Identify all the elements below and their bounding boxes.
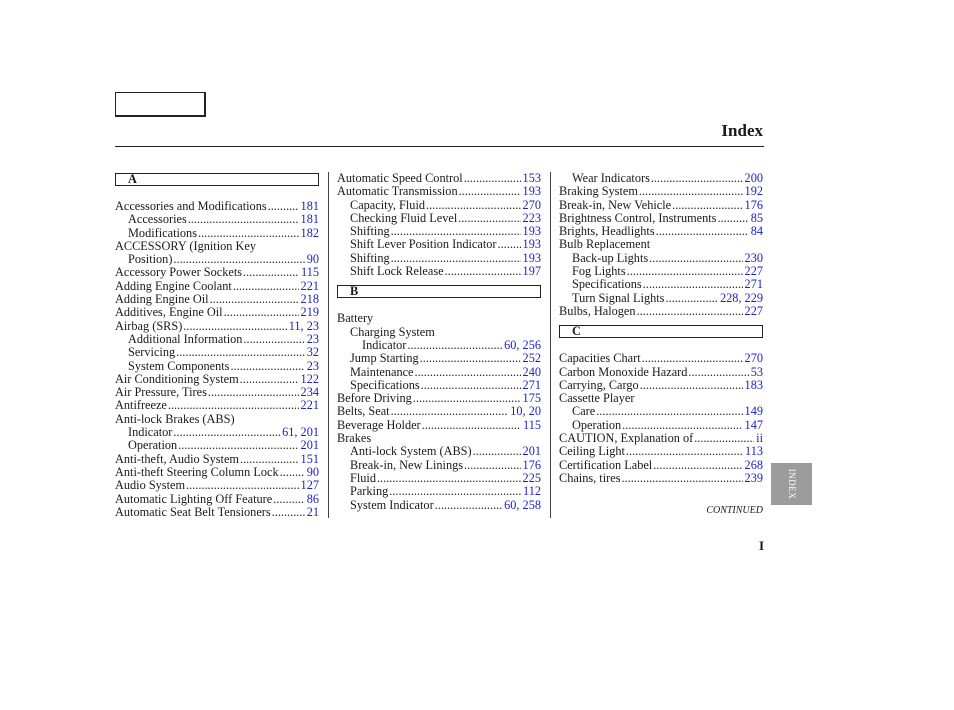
- leader-dots: [280, 466, 305, 479]
- index-entry: [337, 326, 541, 339]
- entry-label: Battery: [337, 311, 374, 326]
- entry-label: Back-up Lights: [572, 250, 649, 265]
- index-column-2: [337, 172, 541, 512]
- page-reference-link[interactable]: 228, 229: [719, 290, 763, 305]
- index-entry: [115, 213, 319, 226]
- page-reference-link[interactable]: 201: [300, 438, 319, 453]
- entry-label: Checking Fluid Level: [350, 210, 458, 225]
- page-reference-link[interactable]: 151: [300, 451, 319, 466]
- index-entry: [337, 392, 541, 405]
- leader-dots: [637, 305, 743, 318]
- leader-dots: [377, 472, 521, 485]
- page-reference-link[interactable]: 147: [744, 417, 763, 432]
- leader-dots: [445, 265, 521, 278]
- leader-dots: [435, 499, 502, 512]
- page-reference-link[interactable]: 21: [306, 504, 319, 519]
- entry-label: Bulb Replacement: [559, 237, 651, 252]
- page-reference-link[interactable]: 218: [300, 292, 319, 307]
- leader-dots: [651, 172, 743, 185]
- entry-label: Airbag (SRS): [115, 318, 183, 333]
- leader-dots: [168, 399, 299, 412]
- index-entry: [115, 493, 319, 506]
- leader-dots: [173, 426, 280, 439]
- page-reference-link[interactable]: 271: [522, 377, 541, 392]
- index-entry: [559, 225, 763, 238]
- entry-label: Carbon Monoxide Hazard: [559, 364, 688, 379]
- entry-label: Charging System: [350, 324, 435, 339]
- leader-dots: [649, 252, 742, 265]
- entry-label: Shifting: [350, 224, 390, 239]
- page-reference-link[interactable]: 193: [522, 224, 541, 239]
- column-divider: [328, 172, 329, 518]
- entry-label: Operation: [128, 438, 178, 453]
- entry-label: Audio System: [115, 478, 186, 493]
- entry-label: Belts, Seat: [337, 404, 390, 419]
- leader-dots: [627, 265, 743, 278]
- leader-dots: [230, 360, 304, 373]
- entry-label: Shift Lever Position Indicator: [350, 237, 497, 252]
- index-entry: [337, 472, 541, 485]
- page-reference-link[interactable]: 113: [745, 444, 763, 459]
- page-reference-link[interactable]: 115: [523, 417, 541, 432]
- index-entry: [559, 432, 763, 445]
- leader-dots: [622, 419, 742, 432]
- page-reference-link[interactable]: 197: [522, 264, 541, 279]
- leader-dots: [639, 185, 743, 198]
- entry-label: Capacity, Fluid: [350, 197, 426, 212]
- index-entry: [337, 185, 541, 198]
- index-entry: [337, 419, 541, 432]
- page-reference-link[interactable]: 84: [750, 224, 763, 239]
- page-reference-link[interactable]: 23: [306, 331, 319, 346]
- page-reference-link[interactable]: 122: [300, 371, 319, 386]
- leader-dots: [640, 379, 743, 392]
- index-entry: [115, 306, 319, 319]
- section-header: B: [337, 285, 541, 298]
- page-reference-link[interactable]: 53: [750, 364, 763, 379]
- leader-dots: [498, 238, 521, 251]
- index-entry: [559, 199, 763, 212]
- page-reference-link[interactable]: 112: [523, 484, 541, 499]
- index-entry: [559, 292, 763, 305]
- entry-label: Cassette Player: [559, 391, 635, 406]
- index-entry: [559, 352, 763, 365]
- index-entry: [115, 453, 319, 466]
- index-entry: [337, 199, 541, 212]
- entry-label: Maintenance: [350, 364, 414, 379]
- index-entry: [559, 305, 763, 318]
- entry-label: Adding Engine Oil: [115, 292, 209, 307]
- index-entry: [559, 459, 763, 472]
- leader-dots: [389, 485, 521, 498]
- leader-dots: [272, 506, 305, 519]
- section-header: C: [559, 325, 763, 338]
- page-reference-link[interactable]: 23: [306, 358, 319, 373]
- page-reference-link[interactable]: 230: [744, 250, 763, 265]
- leader-dots: [391, 405, 509, 418]
- entry-label: Accessories and Modifications: [115, 199, 267, 213]
- leader-dots: [391, 225, 521, 238]
- index-side-tab[interactable]: [771, 463, 812, 505]
- leader-dots: [672, 199, 742, 212]
- leader-dots: [415, 366, 521, 379]
- entry-label: Before Driving: [337, 391, 412, 406]
- page-reference-link[interactable]: 271: [744, 277, 763, 292]
- index-entry: [559, 238, 763, 251]
- index-entry: [115, 293, 319, 306]
- leader-dots: [665, 292, 717, 305]
- page-reference-link[interactable]: 176: [744, 197, 763, 212]
- title-rule: [115, 146, 764, 147]
- entry-label: Shifting: [350, 250, 390, 265]
- entry-label: Ceiling Light: [559, 444, 625, 459]
- page-reference-link[interactable]: 90: [306, 252, 319, 267]
- entry-label: ACCESSORY (Ignition Key: [115, 238, 256, 253]
- page-title: Index: [721, 121, 763, 140]
- index-entry: [337, 265, 541, 278]
- leader-dots: [176, 346, 305, 359]
- page-reference-link[interactable]: 32: [306, 345, 319, 360]
- leader-dots: [717, 212, 748, 225]
- index-entry: [337, 252, 541, 265]
- index-entry: [115, 200, 319, 213]
- page-reference-link[interactable]: 86: [306, 491, 319, 506]
- entry-label: Air Pressure, Tires: [115, 385, 207, 400]
- index-entry: [559, 472, 763, 485]
- entry-label: Adding Engine Coolant: [115, 278, 232, 293]
- entry-label: System Components: [128, 358, 230, 373]
- entry-label: Modifications: [128, 225, 197, 240]
- index-entry: [115, 399, 319, 412]
- leader-dots: [626, 445, 743, 458]
- index-entry: [115, 439, 319, 452]
- page-reference-link[interactable]: 149: [744, 404, 763, 419]
- entry-label: Additional Information: [128, 331, 243, 346]
- index-entry: [337, 339, 541, 352]
- index-entry: [337, 312, 541, 325]
- entry-label: Brights, Headlights: [559, 224, 655, 239]
- leader-dots: [233, 280, 299, 293]
- index-entry: [559, 252, 763, 265]
- entry-label: System Indicator: [350, 497, 434, 512]
- leader-dots: [464, 459, 521, 472]
- page-reference-link[interactable]: 201: [522, 444, 541, 459]
- entry-label: Indicator: [128, 425, 173, 440]
- leader-dots: [240, 453, 299, 466]
- page-reference-link[interactable]: 60, 256: [504, 337, 541, 352]
- column-divider: [550, 172, 551, 518]
- entry-label: Specifications: [572, 277, 642, 292]
- entry-label: Antifreeze: [115, 398, 167, 413]
- index-entry: [115, 466, 319, 479]
- index-entry: [559, 212, 763, 225]
- leader-dots: [420, 352, 521, 365]
- page-number: I: [759, 538, 765, 553]
- page-reference-link[interactable]: 115: [301, 265, 319, 280]
- index-entry: [337, 366, 541, 379]
- side-tab-label: INDEX: [786, 468, 797, 500]
- blank-header-box: [115, 92, 206, 117]
- entry-label: Operation: [572, 417, 622, 432]
- page-reference-link[interactable]: 10, 20: [510, 404, 541, 419]
- index-entry: [559, 379, 763, 392]
- entry-label: Servicing: [128, 345, 176, 360]
- page-reference-link[interactable]: 193: [522, 184, 541, 199]
- index-entry: [115, 253, 319, 266]
- page-reference-link[interactable]: 270: [744, 351, 763, 366]
- page-reference-link[interactable]: 227: [744, 303, 763, 318]
- page-reference-link[interactable]: 239: [744, 470, 763, 485]
- entry-label: Wear Indicators: [572, 171, 650, 185]
- entry-label: Care: [572, 404, 596, 419]
- entry-label: Accessory Power Sockets: [115, 265, 243, 280]
- entry-label: Chains, tires: [559, 470, 621, 485]
- page-reference-link[interactable]: 221: [300, 278, 319, 293]
- page-reference-link[interactable]: 223: [522, 210, 541, 225]
- page-reference-link[interactable]: 219: [300, 305, 319, 320]
- page-reference-link[interactable]: 270: [522, 197, 541, 212]
- page-reference-link[interactable]: 90: [306, 464, 319, 479]
- leader-dots: [596, 405, 742, 418]
- page-reference-link[interactable]: 11, 23: [288, 318, 319, 333]
- index-entry: [559, 405, 763, 418]
- index-entry: [115, 320, 319, 333]
- leader-dots: [413, 392, 521, 405]
- leader-dots: [464, 172, 521, 185]
- index-entry: [337, 225, 541, 238]
- entry-label: Beverage Holder: [337, 417, 421, 432]
- index-entry: [337, 485, 541, 498]
- page-reference-link[interactable]: 192: [744, 184, 763, 199]
- leader-dots: [621, 472, 742, 485]
- page-reference-link[interactable]: 227: [744, 264, 763, 279]
- entry-label: Brakes: [337, 431, 372, 446]
- index-entry: [559, 392, 763, 405]
- index-entry: [559, 419, 763, 432]
- index-entry: [337, 459, 541, 472]
- leader-dots: [694, 432, 754, 445]
- index-entry: [337, 432, 541, 445]
- entry-label: Automatic Seat Belt Tensioners: [115, 504, 271, 519]
- index-column-3: [559, 172, 763, 485]
- leader-dots: [642, 352, 743, 365]
- leader-dots: [422, 419, 521, 432]
- page-reference-link[interactable]: 200: [744, 171, 763, 185]
- entry-label: Shift Lock Release: [350, 264, 444, 279]
- page-reference-link[interactable]: 61, 201: [282, 425, 319, 440]
- index-entry: [337, 172, 541, 185]
- index-entry: [559, 445, 763, 458]
- leader-dots: [656, 225, 749, 238]
- index-entry: [115, 360, 319, 373]
- page-reference-link[interactable]: 181: [300, 199, 319, 213]
- index-entry: [115, 227, 319, 240]
- leader-dots: [198, 227, 299, 240]
- index-entry: [337, 499, 541, 512]
- index-entry: [115, 506, 319, 519]
- entry-label: Specifications: [350, 377, 420, 392]
- leader-dots: [458, 212, 520, 225]
- index-entry: [115, 413, 319, 426]
- leader-dots: [210, 293, 299, 306]
- leader-dots: [243, 266, 299, 279]
- entry-label: Anti-theft, Audio System: [115, 451, 239, 466]
- index-entry: [115, 280, 319, 293]
- page-reference-link[interactable]: 268: [744, 457, 763, 472]
- index-entry: [559, 265, 763, 278]
- leader-dots: [643, 278, 743, 291]
- entry-label: Brightness Control, Instruments: [559, 210, 717, 225]
- leader-dots: [224, 306, 299, 319]
- entry-label: Indicator: [362, 337, 407, 352]
- leader-dots: [243, 333, 304, 346]
- page-reference-link[interactable]: 127: [300, 478, 319, 493]
- index-entry: [337, 238, 541, 251]
- page-reference-link[interactable]: 225: [522, 470, 541, 485]
- index-entry: [337, 352, 541, 365]
- index-entry: [115, 426, 319, 439]
- entry-label: Anti-lock System (ABS): [350, 444, 472, 459]
- entry-label: Automatic Speed Control: [337, 171, 463, 185]
- entry-label: Anti-theft Steering Column Lock: [115, 464, 279, 479]
- leader-dots: [473, 445, 521, 458]
- leader-dots: [688, 366, 748, 379]
- index-entry: [559, 278, 763, 291]
- page-reference-link[interactable]: 193: [522, 237, 541, 252]
- entry-label: Jump Starting: [350, 351, 419, 366]
- page-reference-link[interactable]: 182: [300, 225, 319, 240]
- page-reference-link[interactable]: 221: [300, 398, 319, 413]
- leader-dots: [188, 213, 299, 226]
- index-entry: [337, 405, 541, 418]
- page-reference-link[interactable]: 193: [522, 250, 541, 265]
- index-entry: [337, 445, 541, 458]
- entry-label: Automatic Lighting Off Feature: [115, 491, 273, 506]
- entry-label: Certification Label: [559, 457, 653, 472]
- index-entry: [115, 386, 319, 399]
- page-reference-link[interactable]: 176: [522, 457, 541, 472]
- continued-note: CONTINUED: [706, 505, 763, 516]
- page-reference-link[interactable]: 175: [522, 391, 541, 406]
- leader-dots: [240, 373, 299, 386]
- leader-dots: [183, 320, 286, 333]
- entry-label: Break-in, New Vehicle: [559, 197, 672, 212]
- index-entry: [115, 479, 319, 492]
- index-entry: [559, 185, 763, 198]
- entry-label: Automatic Transmission: [337, 184, 458, 199]
- index-entry: [115, 266, 319, 279]
- entry-label: CAUTION, Explanation of: [559, 431, 694, 446]
- index-entry: [559, 366, 763, 379]
- page-reference-link[interactable]: 181: [300, 212, 319, 227]
- entry-label: Accessories: [128, 212, 187, 227]
- section-header: A: [115, 173, 319, 186]
- entry-label: Fluid: [350, 470, 376, 485]
- page-reference-link[interactable]: 234: [300, 385, 319, 400]
- index-entry: [115, 240, 319, 253]
- leader-dots: [268, 200, 299, 213]
- index-entry: [559, 172, 763, 185]
- entry-label: Braking System: [559, 184, 638, 199]
- page-reference-link[interactable]: ii: [756, 431, 763, 446]
- entry-label: Parking: [350, 484, 389, 499]
- index-column-1: [115, 172, 319, 519]
- leader-dots: [186, 479, 299, 492]
- entry-label: Break-in, New Linings: [350, 457, 464, 472]
- leader-dots: [653, 459, 742, 472]
- leader-dots: [459, 185, 521, 198]
- entry-label: Capacities Chart: [559, 351, 641, 366]
- leader-dots: [407, 339, 502, 352]
- index-entry: [337, 212, 541, 225]
- page-reference-link[interactable]: 240: [522, 364, 541, 379]
- leader-dots: [391, 252, 521, 265]
- leader-dots: [273, 493, 304, 506]
- index-entry: [115, 346, 319, 359]
- index-entry: [115, 333, 319, 346]
- page-reference-link[interactable]: 153: [522, 171, 541, 185]
- entry-label: Carrying, Cargo: [559, 377, 639, 392]
- entry-label: Position): [128, 252, 173, 267]
- leader-dots: [421, 379, 521, 392]
- leader-dots: [178, 439, 298, 452]
- entry-label: Air Conditioning System: [115, 371, 239, 386]
- index-entry: [115, 373, 319, 386]
- page-reference-link[interactable]: 85: [750, 210, 763, 225]
- entry-label: Anti-lock Brakes (ABS): [115, 411, 235, 426]
- index-entry: [337, 379, 541, 392]
- leader-dots: [426, 199, 521, 212]
- leader-dots: [173, 253, 304, 266]
- entry-label: Turn Signal Lights: [572, 290, 665, 305]
- page-reference-link[interactable]: 252: [522, 351, 541, 366]
- entry-label: Bulbs, Halogen: [559, 303, 636, 318]
- leader-dots: [208, 386, 299, 399]
- page-reference-link[interactable]: 183: [744, 377, 763, 392]
- entry-label: Fog Lights: [572, 264, 626, 279]
- entry-label: Additives, Engine Oil: [115, 305, 223, 320]
- page-reference-link[interactable]: 60, 258: [504, 497, 541, 512]
